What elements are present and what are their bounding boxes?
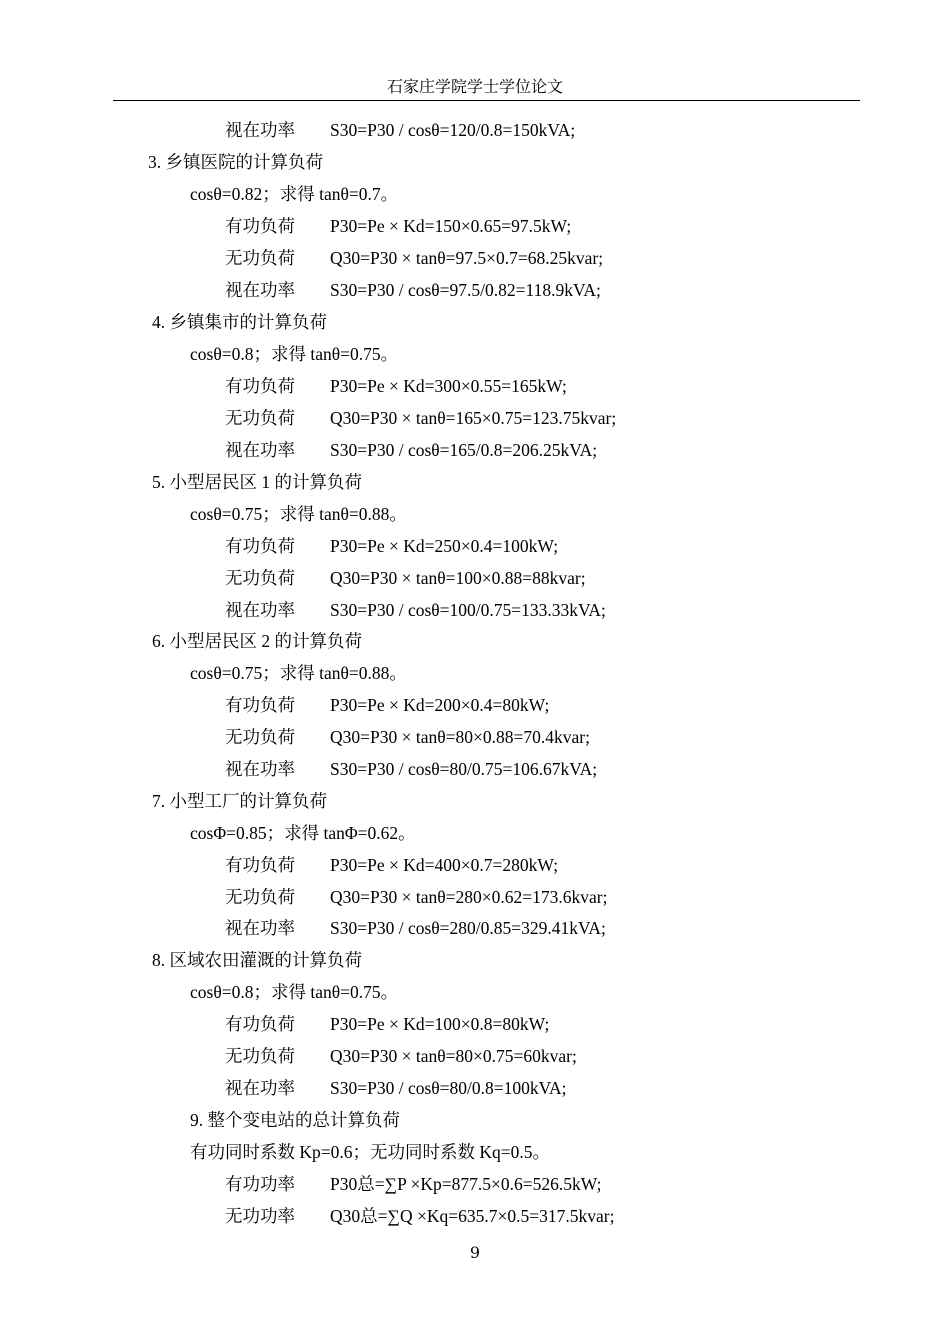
formula-text: S30=P30 / cosθ=80/0.8=100kVA; (330, 1078, 567, 1098)
calc-formula-line (225, 1171, 602, 1197)
page-header-title: 石家庄学院学士学位论文 (386, 77, 563, 96)
formula-text: S30=P30 / cosθ=100/0.75=133.33kVA; (330, 600, 606, 620)
formula-text: S30=P30 / cosθ=280/0.85=329.41kVA; (330, 918, 606, 938)
quantity-label: 无功负荷 (225, 568, 295, 588)
quantity-label: 无功负荷 (225, 408, 295, 428)
calc-formula-line (225, 1043, 577, 1069)
section-heading: 7. 小型工厂的计算负荷 (152, 791, 327, 811)
quantity-label: 有功负荷 (225, 216, 295, 236)
power-factor-line: cosΦ=0.85；求得 tanΦ=0.62。 (190, 823, 416, 843)
quantity-label: 视在功率 (225, 600, 295, 620)
quantity-label: 视在功率 (225, 280, 295, 300)
quantity-label: 无功功率 (225, 1206, 295, 1226)
calc-formula-line (225, 373, 567, 399)
quantity-label: 无功负荷 (225, 248, 295, 268)
quantity-label: 有功负荷 (225, 855, 295, 875)
calc-formula-line (225, 565, 586, 591)
page-number: 9 (469, 1243, 481, 1262)
calc-formula-line (225, 1203, 614, 1229)
formula-text: S30=P30 / cosθ=165/0.8=206.25kVA; (330, 440, 598, 460)
section-heading: 6. 小型居民区 2 的计算负荷 (152, 631, 362, 651)
section-heading: 9. 整个变电站的总计算负荷 (190, 1110, 400, 1130)
quantity-label: 有功负荷 (225, 1014, 295, 1034)
quantity-label: 视在功率 (225, 440, 295, 460)
power-factor-line: cosθ=0.8；求得 tanθ=0.75。 (190, 982, 399, 1002)
calc-formula-line (225, 1075, 567, 1101)
formula-text: P30=Pe × Kd=250×0.4=100kW; (330, 536, 559, 556)
calc-formula-line (225, 405, 616, 431)
power-factor-line: cosθ=0.75；求得 tanθ=0.88。 (190, 504, 407, 524)
formula-text: Q30=P30 × tanθ=80×0.75=60kvar; (330, 1046, 577, 1066)
calc-formula-line (225, 852, 558, 878)
calc-formula-line (225, 533, 558, 559)
formula-text: P30总=∑P ×Kp=877.5×0.6=526.5kW; (330, 1174, 602, 1194)
power-factor-line: cosθ=0.75；求得 tanθ=0.88。 (190, 663, 407, 683)
quantity-label: 视在功率 (225, 1078, 295, 1098)
calc-formula-line (225, 756, 597, 782)
calc-formula-line (225, 724, 590, 750)
formula-text: Q30总=∑Q ×Kq=635.7×0.5=317.5kvar; (330, 1206, 615, 1226)
formula-text: P30=Pe × Kd=400×0.7=280kW; (330, 855, 559, 875)
quantity-label: 视在功率 (225, 120, 295, 140)
quantity-label: 有功负荷 (225, 376, 295, 396)
calc-formula-line (225, 277, 601, 303)
calc-formula-line (225, 245, 603, 271)
quantity-label: 无功负荷 (225, 1046, 295, 1066)
quantity-label: 有功负荷 (225, 695, 295, 715)
calc-formula-line (225, 1011, 549, 1037)
calc-formula-line (225, 915, 606, 941)
calc-formula-line (225, 213, 571, 239)
formula-text: S30=P30 / cosθ=120/0.8=150kVA; (330, 120, 576, 140)
calc-formula-line (225, 884, 607, 910)
calc-formula-line (225, 117, 575, 143)
calc-formula-line (225, 597, 606, 623)
section-heading: 3. 乡镇医院的计算负荷 (148, 152, 323, 172)
formula-text: Q30=P30 × tanθ=280×0.62=173.6kvar; (330, 887, 608, 907)
formula-text: Q30=P30 × tanθ=80×0.88=70.4kvar; (330, 727, 590, 747)
power-factor-line: cosθ=0.8；求得 tanθ=0.75。 (190, 344, 399, 364)
quantity-label: 有功负荷 (225, 536, 295, 556)
calc-formula-line (225, 692, 549, 718)
power-factor-line: cosθ=0.82；求得 tanθ=0.7。 (190, 184, 399, 204)
formula-text: S30=P30 / cosθ=80/0.75=106.67kVA; (330, 759, 598, 779)
quantity-label: 视在功率 (225, 759, 295, 779)
formula-text: P30=Pe × Kd=150×0.65=97.5kW; (330, 216, 572, 236)
header-rule (113, 100, 860, 101)
formula-text: P30=Pe × Kd=200×0.4=80kW; (330, 695, 550, 715)
calc-formula-line (225, 437, 597, 463)
formula-text: Q30=P30 × tanθ=100×0.88=88kvar; (330, 568, 586, 588)
formula-text: Q30=P30 × tanθ=97.5×0.7=68.25kvar; (330, 248, 604, 268)
section-heading: 4. 乡镇集市的计算负荷 (152, 312, 327, 332)
quantity-label: 无功负荷 (225, 727, 295, 747)
quantity-label: 无功负荷 (225, 887, 295, 907)
formula-text: S30=P30 / cosθ=97.5/0.82=118.9kVA; (330, 280, 601, 300)
formula-text: Q30=P30 × tanθ=165×0.75=123.75kvar; (330, 408, 617, 428)
power-factor-line: 有功同时系数 Kp=0.6；无功同时系数 Kq=0.5。 (190, 1142, 551, 1162)
formula-text: P30=Pe × Kd=100×0.8=80kW; (330, 1014, 550, 1034)
quantity-label: 视在功率 (225, 918, 295, 938)
formula-text: P30=Pe × Kd=300×0.55=165kW; (330, 376, 567, 396)
section-heading: 5. 小型居民区 1 的计算负荷 (152, 472, 362, 492)
section-heading: 8. 区域农田灌溉的计算负荷 (152, 950, 362, 970)
quantity-label: 有功功率 (225, 1174, 295, 1194)
